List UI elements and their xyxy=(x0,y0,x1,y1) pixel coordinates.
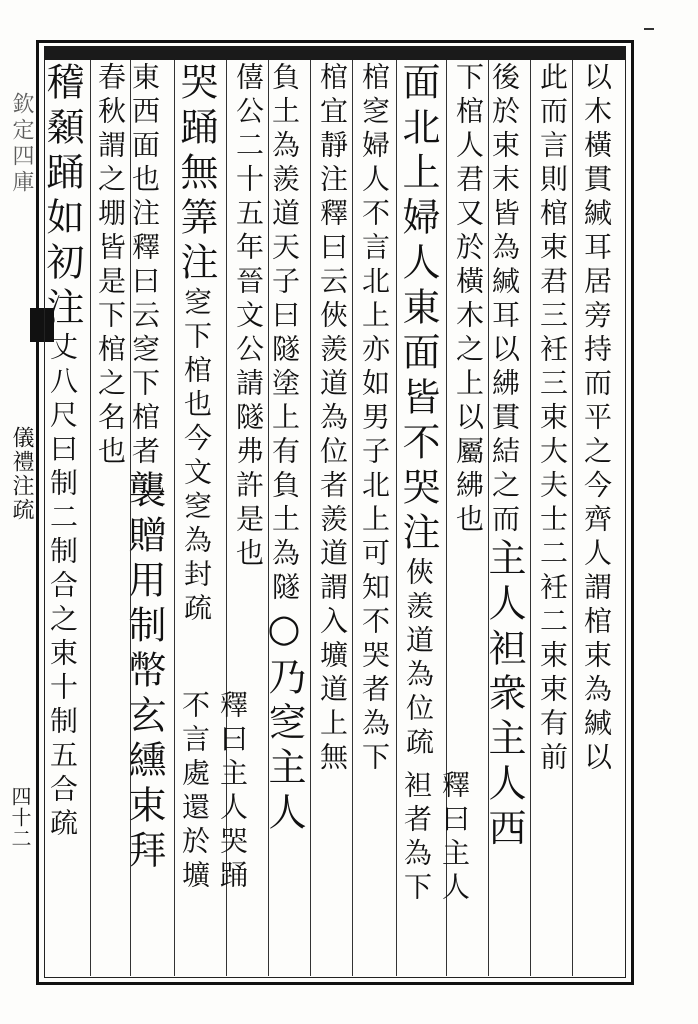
column-rule xyxy=(174,60,175,976)
annotation-text: 此而言則棺束君三衽三束大夫士二衽二束束有前 xyxy=(536,62,569,776)
column-rule xyxy=(352,60,353,976)
text-column-12 xyxy=(94,62,130,974)
page-number: 四十二 xyxy=(8,786,32,849)
text-column-5b xyxy=(438,770,474,970)
margin-header: 欽定四庫 xyxy=(9,92,34,196)
annotation-text: 棺宜靜注釋曰云俠羨道為位者羨道謂入壙道上無 xyxy=(316,62,349,776)
text-column-10b xyxy=(216,690,252,970)
text-column-10c xyxy=(178,690,214,970)
annotation-text: 棺窆婦人不言北上亦如男子北上可知不哭者為下 xyxy=(358,62,391,776)
text-column-13 xyxy=(40,62,90,974)
main-text: 主人袒衆主人西 xyxy=(482,538,526,853)
text-column-7 xyxy=(314,62,352,974)
annotation-text: 窆下棺也今文窆為封疏 xyxy=(180,287,213,627)
fold-margin xyxy=(2,30,36,1010)
annotation-text: 袒者為下 xyxy=(400,770,433,906)
main-text: 稽顙踊如初注 xyxy=(40,62,84,332)
page-mark xyxy=(644,28,654,30)
annotation-text: 釋曰主人 xyxy=(438,770,471,906)
text-column-6b xyxy=(400,770,436,970)
annotation-text: 丈八尺曰制二制合之束十制五合疏 xyxy=(46,332,79,842)
main-text: 襲贈用制幣玄纁束拜 xyxy=(122,470,166,875)
annotation-text: 釋曰主人哭踊 xyxy=(216,690,249,894)
text-column-8 xyxy=(262,62,312,974)
annotation-text: 不言處還於壙 xyxy=(178,690,211,894)
main-text: 面北上婦人東面皆不哭注 xyxy=(396,62,440,557)
annotation-text: 負土為羨道天子曰隧塗上有負土為隧 xyxy=(268,62,301,606)
column-rule xyxy=(268,60,269,976)
column-rule xyxy=(572,60,573,976)
book-title: 儀禮注疏 xyxy=(9,426,34,522)
main-text: 哭踊無筭注 xyxy=(174,62,218,287)
annotation-text: 東西面也注釋曰云窆下棺者 xyxy=(128,62,161,470)
text-column-2 xyxy=(534,62,572,974)
top-border-bar xyxy=(44,46,626,60)
text-column-11 xyxy=(122,62,172,974)
annotation-text: 以木橫貫緘耳居旁持而平之今齊人謂棺束為緘以 xyxy=(580,62,613,776)
column-rule xyxy=(130,60,131,976)
column-rule xyxy=(488,60,489,976)
annotation-text: 下棺人君又於橫木之上以屬紼也 xyxy=(452,62,485,538)
annotation-text: 後於束末皆為緘耳以紼貫結之而 xyxy=(488,62,521,538)
text-column-1 xyxy=(576,62,616,974)
main-text: ○乃窆主人 xyxy=(262,606,306,837)
annotation-text: 春秋謂之堋皆是下棺之名也 xyxy=(94,62,127,470)
text-column-6 xyxy=(356,62,394,974)
column-rule xyxy=(90,60,91,976)
annotation-text: 俠羨道為位疏 xyxy=(402,557,435,761)
annotation-text: 僖公二十五年晉文公請隧弗許是也 xyxy=(232,62,265,572)
